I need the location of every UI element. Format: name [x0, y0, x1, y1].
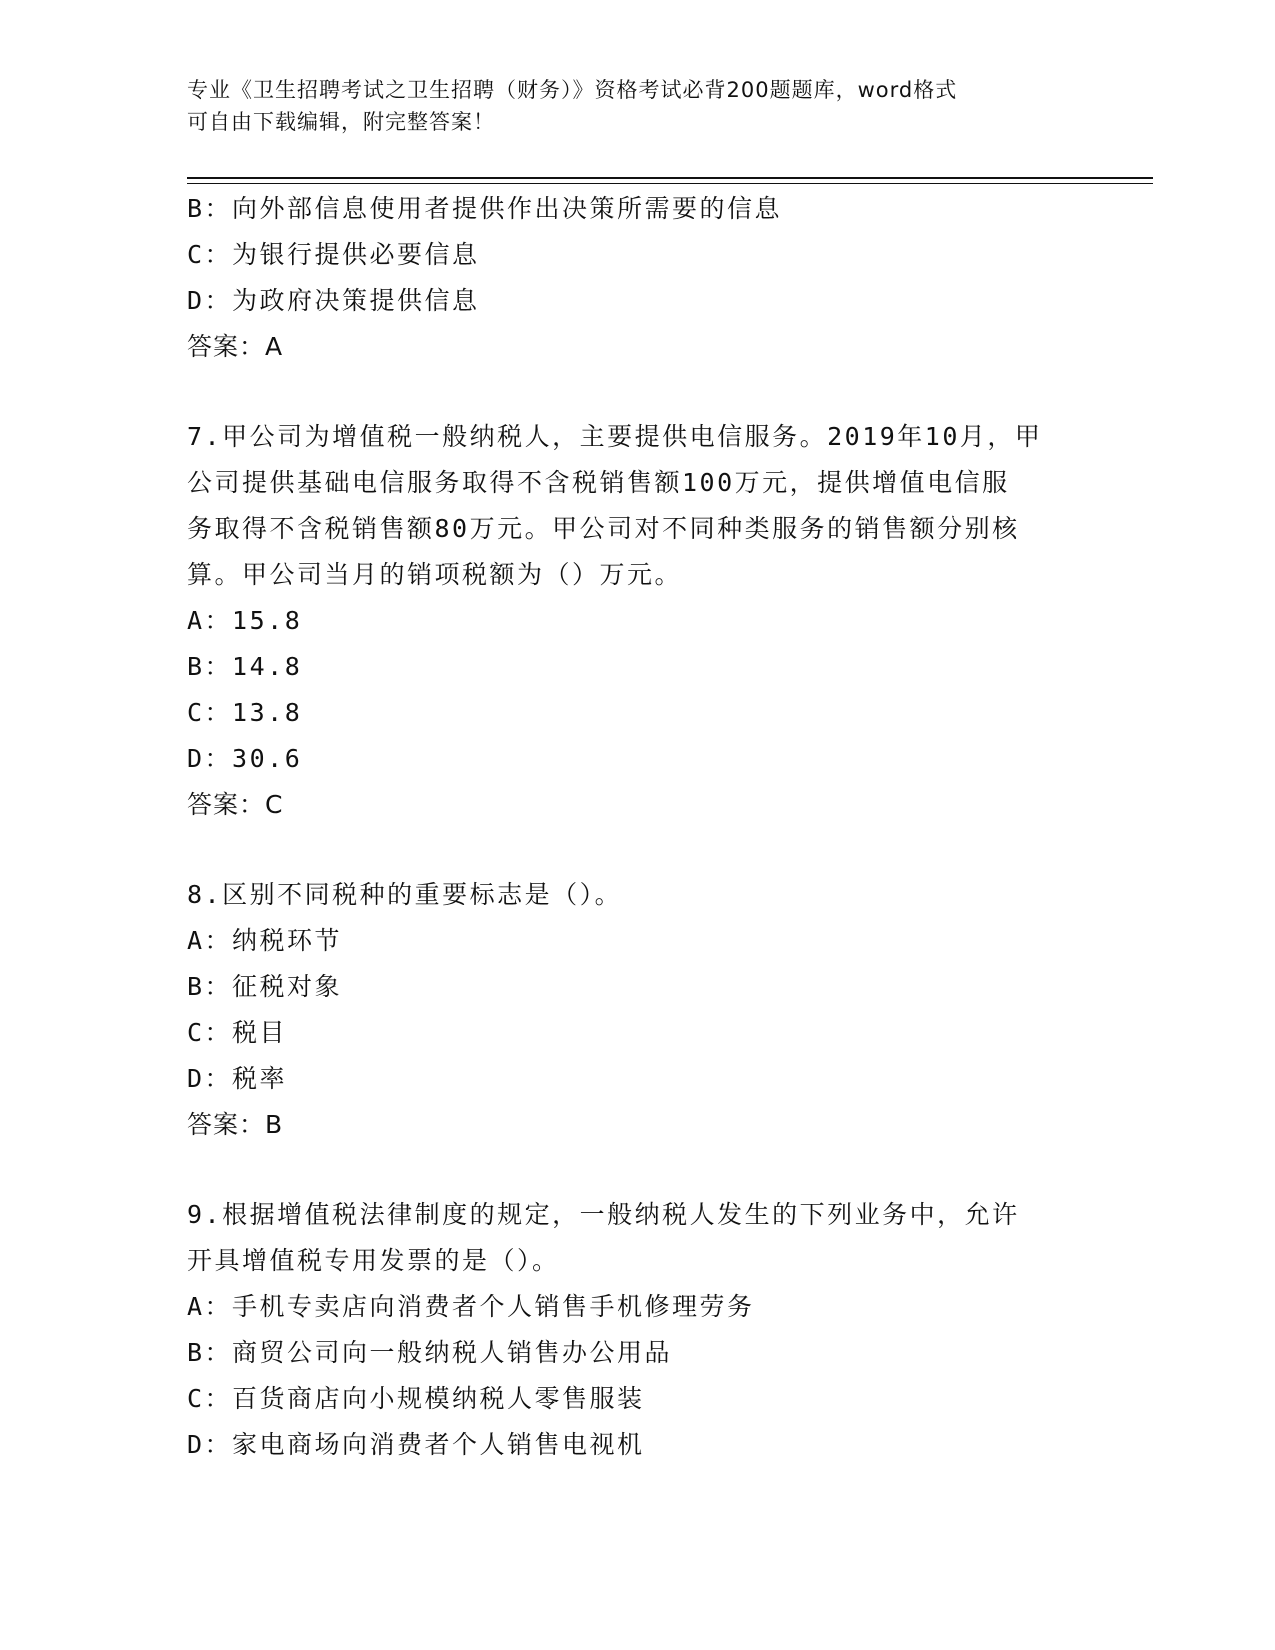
option-d: D：家电商场向消费者个人销售电视机 [187, 1430, 645, 1459]
option-d: D：为政府决策提供信息 [187, 286, 480, 315]
option-b: B：向外部信息使用者提供作出决策所需要的信息 [187, 194, 783, 223]
option-d: D：30.6 [187, 744, 303, 773]
question-8 [187, 872, 1087, 1148]
question-text-line: 务取得不含税销售额80万元。甲公司对不同种类服务的销售额分别核 [187, 514, 1020, 543]
question-text-line: 公司提供基础电信服务取得不含税销售额100万元，提供增值电信服 [187, 468, 1010, 497]
question-text-line: 算。甲公司当月的销项税额为（）万元。 [187, 560, 683, 589]
question-text-line: 7.甲公司为增值税一般纳税人，主要提供电信服务。2019年10月，甲 [187, 422, 1043, 451]
header-line-1: 专业《卫生招聘考试之卫生招聘（财务）》资格考试必背200题题库，word格式 [187, 78, 958, 102]
question-7 [187, 414, 1087, 828]
option-b: B：征税对象 [187, 972, 343, 1001]
spacer [187, 828, 1087, 872]
option-c: C：13.8 [187, 698, 303, 727]
option-d: D：税率 [187, 1064, 288, 1093]
answer-line: 答案：C [187, 790, 284, 819]
option-c: C：百货商店向小规模纳税人零售服装 [187, 1384, 645, 1413]
question-content [187, 186, 1087, 1468]
option-a: A：手机专卖店向消费者个人销售手机修理劳务 [187, 1292, 755, 1321]
answer-line: 答案：A [187, 332, 284, 361]
option-b: B：商贸公司向一般纳税人销售办公用品 [187, 1338, 673, 1367]
option-a: A：纳税环节 [187, 926, 343, 955]
header-divider-thick [187, 177, 1153, 179]
question-text-line: 开具增值税专用发票的是（）。 [187, 1246, 560, 1275]
spacer [187, 370, 1087, 414]
question-text-line: 9.根据增值税法律制度的规定，一般纳税人发生的下列业务中，允许 [187, 1200, 1020, 1229]
previous-question-block [187, 186, 1087, 370]
option-a: A：15.8 [187, 606, 303, 635]
header-line-2: 可自由下载编辑，附完整答案！ [187, 110, 495, 134]
option-c: C：税目 [187, 1018, 288, 1047]
spacer [187, 1148, 1087, 1192]
question-text-line: 8.区别不同税种的重要标志是（）。 [187, 880, 623, 909]
header-divider-thin [187, 183, 1153, 184]
option-b: B：14.8 [187, 652, 303, 681]
question-9 [187, 1192, 1087, 1468]
answer-line: 答案：B [187, 1110, 284, 1139]
document-header [187, 74, 1087, 138]
option-c: C：为银行提供必要信息 [187, 240, 480, 269]
